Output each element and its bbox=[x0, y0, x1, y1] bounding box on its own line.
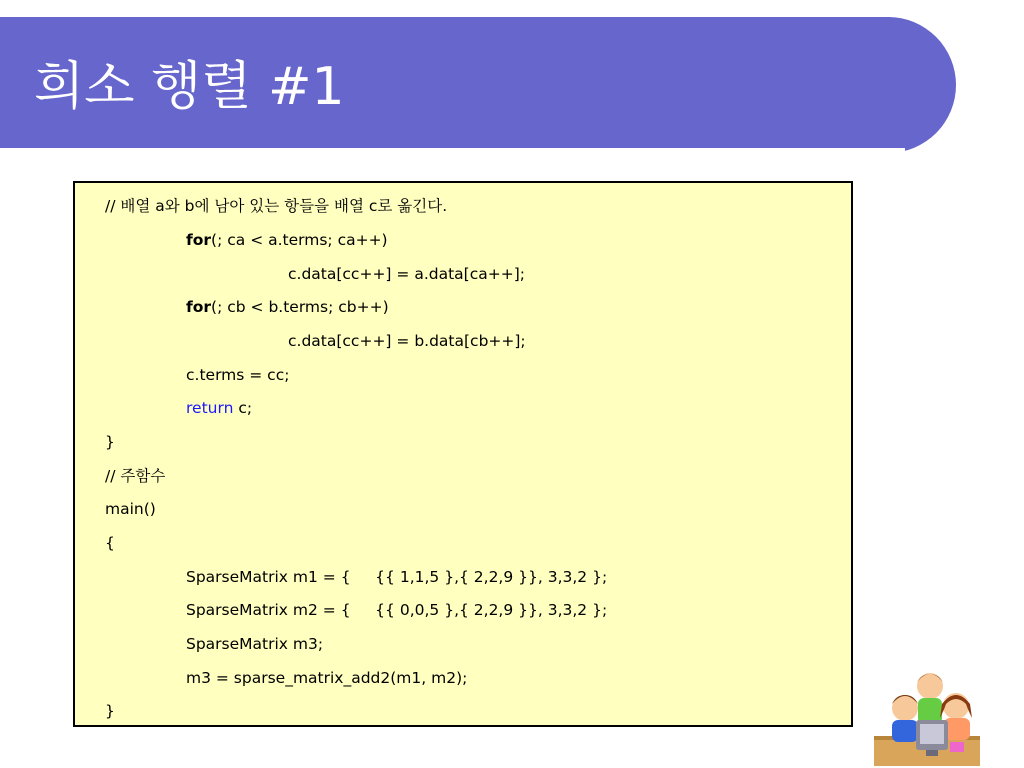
code-line-15: m3 = sparse_matrix_add2(m1, m2); bbox=[186, 669, 468, 687]
code-line-11: { bbox=[105, 534, 115, 552]
title-bar bbox=[0, 17, 956, 153]
code-line-10: main() bbox=[105, 500, 156, 518]
code-line-14: SparseMatrix m3; bbox=[186, 635, 324, 653]
children-at-computer-icon bbox=[872, 664, 984, 768]
code-line-6: c.terms = cc; bbox=[186, 366, 290, 384]
code-line-1: // 배열 a와 b에 남아 있는 항들을 배열 c로 옮긴다. bbox=[105, 197, 448, 215]
code-line-3: c.data[cc++] = a.data[ca++]; bbox=[288, 265, 525, 283]
code-line-5: c.data[cc++] = b.data[cb++]; bbox=[288, 332, 526, 350]
return-keyword: return bbox=[186, 399, 234, 417]
code-line-7 bbox=[186, 398, 252, 418]
code-line-8: } bbox=[105, 433, 115, 451]
code-line-2 bbox=[186, 230, 388, 250]
code-line-4-rest: (; cb < b.terms; cb++) bbox=[211, 298, 389, 316]
code-line-7-rest: c; bbox=[233, 399, 253, 417]
code-line-4 bbox=[186, 297, 389, 317]
code-line-9: // 주함수 bbox=[105, 467, 166, 485]
code-line-2-rest: (; ca < a.terms; ca++) bbox=[211, 231, 388, 249]
code-line-12: SparseMatrix m1 = { {{ 1,1,5 },{ 2,2,9 }}, 3,3,2 }; bbox=[186, 568, 608, 586]
slide-title: 희소 행렬 #1 bbox=[34, 57, 345, 117]
title-underline bbox=[0, 148, 905, 153]
code-box bbox=[73, 181, 853, 727]
for-keyword: for bbox=[186, 298, 212, 316]
for-keyword: for bbox=[186, 231, 212, 249]
code-line-13: SparseMatrix m2 = { {{ 0,0,5 },{ 2,2,9 }}, 3,3,2 }; bbox=[186, 601, 608, 619]
code-line-16: } bbox=[105, 702, 115, 720]
